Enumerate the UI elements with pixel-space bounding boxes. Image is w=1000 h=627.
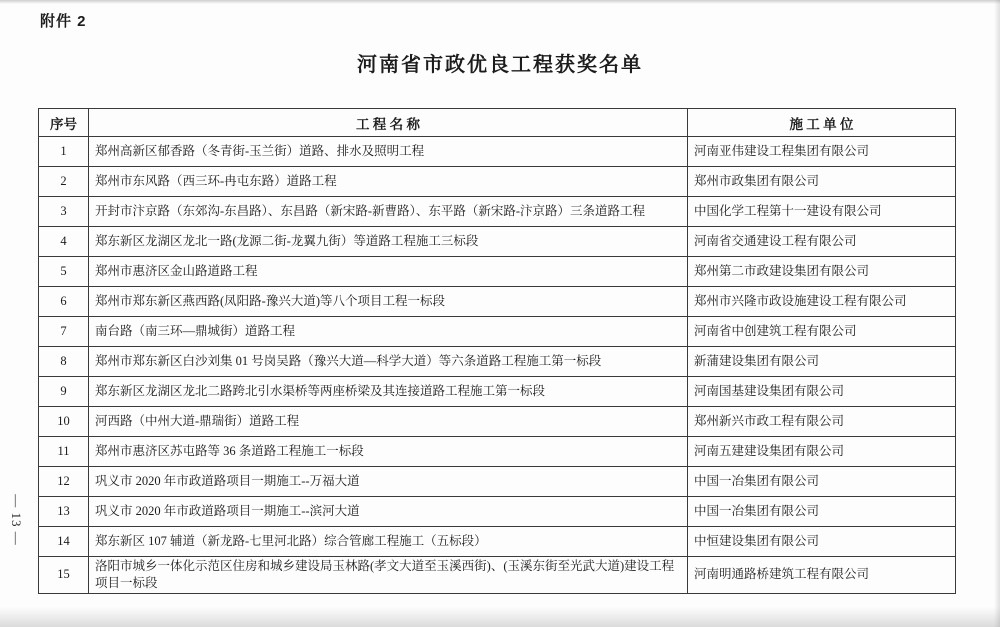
- row-number-cell: 2: [39, 167, 89, 197]
- row-number-cell: 11: [39, 437, 89, 467]
- scan-edge-bottom: [0, 607, 1000, 627]
- row-number-cell: 14: [39, 527, 89, 557]
- table-row: [39, 287, 956, 317]
- row-number-cell: 5: [39, 257, 89, 287]
- attachment-label: 附件 2: [40, 13, 87, 30]
- table-row: [39, 377, 956, 407]
- page-number: — 13 —: [9, 494, 24, 546]
- project-name-cell: 郑东新区龙湖区龙北一路(龙源二街-龙翼九街）等道路工程施工三标段: [89, 227, 688, 257]
- row-number-cell: 8: [39, 347, 89, 377]
- construction-unit-cell: 郑州市政集团有限公司: [688, 167, 956, 197]
- project-name-cell: 洛阳市城乡一体化示范区住房和城乡建设局玉林路(孝文大道至玉溪西街)、(玉溪东街至光武大道)建设工程项目一标段: [89, 557, 688, 594]
- project-name-cell: 河西路（中州大道-鼎瑞街）道路工程: [89, 407, 688, 437]
- construction-unit-cell: 河南国基建设集团有限公司: [688, 377, 956, 407]
- table-header-row: [39, 109, 956, 137]
- table-row: [39, 347, 956, 377]
- table-row: [39, 167, 956, 197]
- construction-unit-cell: 中国一冶集团有限公司: [688, 467, 956, 497]
- project-name-cell: 郑州市东风路（西三环-冉屯东路）道路工程: [89, 167, 688, 197]
- row-number-cell: 12: [39, 467, 89, 497]
- project-name-cell: 郑州市惠济区苏屯路等 36 条道路工程施工一标段: [89, 437, 688, 467]
- table-row: [39, 527, 956, 557]
- project-name-cell: 巩义市 2020 年市政道路项目一期施工--万福大道: [89, 467, 688, 497]
- project-name-cell: 南台路（南三环—鼎城街）道路工程: [89, 317, 688, 347]
- table-row: [39, 437, 956, 467]
- column-header-construction-unit: 施 工 单 位: [688, 109, 956, 137]
- row-number-cell: 10: [39, 407, 89, 437]
- project-name-cell: 开封市汴京路（东郊沟-东昌路）、东昌路（新宋路-新曹路）、东平路（新宋路-汴京路）三条道路工程: [89, 197, 688, 227]
- row-number-cell: 15: [39, 557, 89, 594]
- awards-table: [38, 108, 956, 594]
- row-number-cell: 9: [39, 377, 89, 407]
- row-number-cell: 1: [39, 137, 89, 167]
- project-name-cell: 郑州市郑东新区燕西路(凤阳路-豫兴大道)等八个项目工程一标段: [89, 287, 688, 317]
- construction-unit-cell: 河南省交通建设工程有限公司: [688, 227, 956, 257]
- project-name-cell: 郑东新区 107 辅道（新龙路-七里河北路）综合管廊工程施工（五标段）: [89, 527, 688, 557]
- project-name-cell: 郑州高新区郁香路（冬青街-玉兰街）道路、排水及照明工程: [89, 137, 688, 167]
- column-header-project-name: 工 程 名 称: [89, 109, 688, 137]
- scan-edge-top: [0, 0, 1000, 4]
- construction-unit-cell: 新蒲建设集团有限公司: [688, 347, 956, 377]
- construction-unit-cell: 中国一冶集团有限公司: [688, 497, 956, 527]
- table-row: [39, 407, 956, 437]
- table-row: [39, 257, 956, 287]
- project-name-cell: 郑州市惠济区金山路道路工程: [89, 257, 688, 287]
- construction-unit-cell: 郑州第二市政建设集团有限公司: [688, 257, 956, 287]
- table-row: [39, 467, 956, 497]
- construction-unit-cell: 河南五建建设集团有限公司: [688, 437, 956, 467]
- project-name-cell: 郑州市郑东新区白沙刘集 01 号岗吴路（豫兴大道—科学大道）等六条道路工程施工第一标段: [89, 347, 688, 377]
- construction-unit-cell: 河南亚伟建设工程集团有限公司: [688, 137, 956, 167]
- project-name-cell: 巩义市 2020 年市政道路项目一期施工--滨河大道: [89, 497, 688, 527]
- row-number-cell: 13: [39, 497, 89, 527]
- construction-unit-cell: 郑州市兴隆市政设施建设工程有限公司: [688, 287, 956, 317]
- page-title: 河南省市政优良工程获奖名单: [357, 54, 643, 76]
- construction-unit-cell: 河南省中创建筑工程有限公司: [688, 317, 956, 347]
- row-number-cell: 6: [39, 287, 89, 317]
- column-header-no: 序号: [39, 109, 89, 137]
- row-number-cell: 7: [39, 317, 89, 347]
- construction-unit-cell: 郑州新兴市政工程有限公司: [688, 407, 956, 437]
- construction-unit-cell: 中恒建设集团有限公司: [688, 527, 956, 557]
- row-number-cell: 4: [39, 227, 89, 257]
- row-number-cell: 3: [39, 197, 89, 227]
- construction-unit-cell: 河南明通路桥建筑工程有限公司: [688, 557, 956, 594]
- table-row: [39, 497, 956, 527]
- table-row: [39, 137, 956, 167]
- table-row: [39, 197, 956, 227]
- scan-edge-right: [994, 0, 1000, 627]
- table-row: [39, 317, 956, 347]
- table-row: [39, 227, 956, 257]
- table-row: [39, 557, 956, 594]
- construction-unit-cell: 中国化学工程第十一建设有限公司: [688, 197, 956, 227]
- project-name-cell: 郑东新区龙湖区龙北二路跨北引水渠桥等两座桥梁及其连接道路工程施工第一标段: [89, 377, 688, 407]
